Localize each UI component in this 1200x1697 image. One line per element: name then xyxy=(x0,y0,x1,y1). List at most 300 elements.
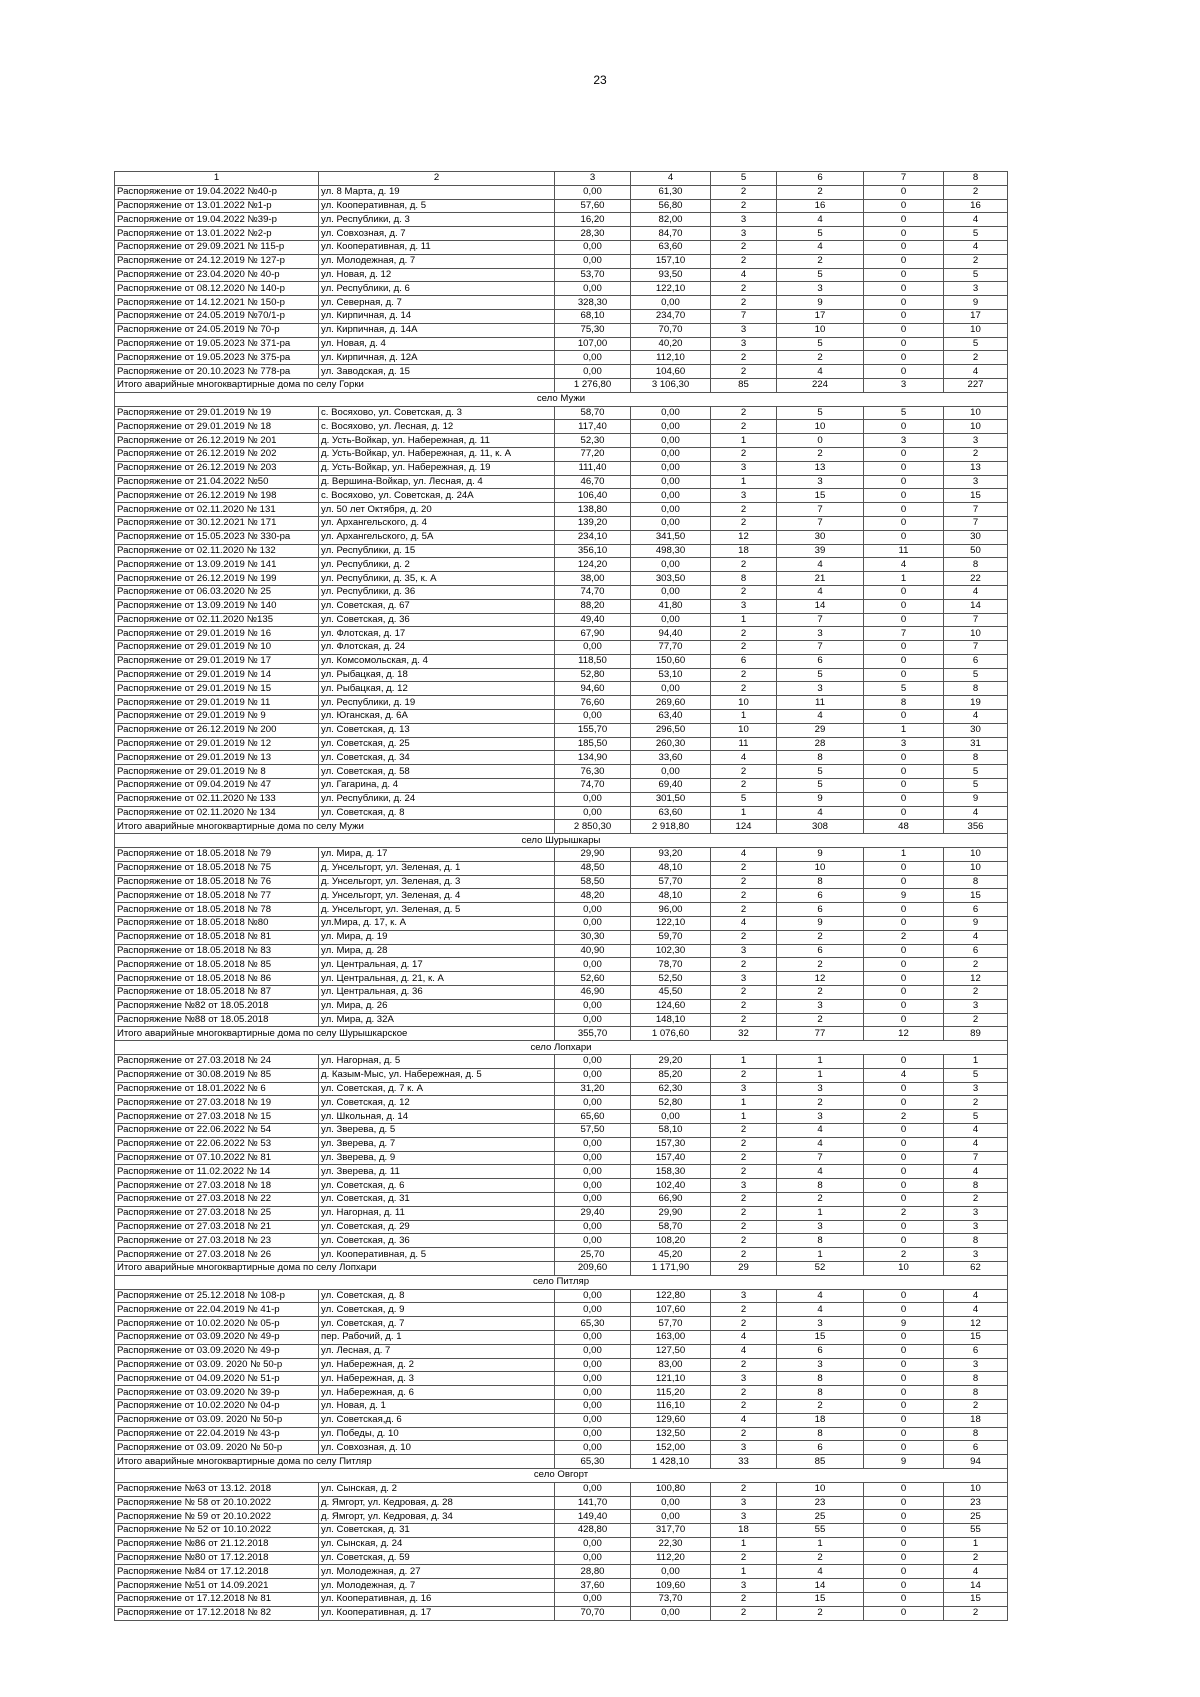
value-cell: 2 xyxy=(944,1096,1008,1110)
value-cell: 3 xyxy=(711,1289,777,1303)
order-cell: Распоряжение от 24.05.2019 № 70-р xyxy=(115,323,319,337)
order-cell: Распоряжение от 27.03.2018 № 21 xyxy=(115,1220,319,1234)
table-row xyxy=(115,1413,1008,1427)
value-cell: 6 xyxy=(777,654,864,668)
value-cell: 22 xyxy=(944,572,1008,586)
value-cell: 0 xyxy=(864,227,944,241)
table-row xyxy=(115,627,1008,641)
value-cell: 2 xyxy=(711,779,777,793)
address-cell: ул. Кооперативная, д. 11 xyxy=(319,240,555,254)
value-cell: 0 xyxy=(864,1510,944,1524)
value-cell: 45,50 xyxy=(631,986,711,1000)
order-cell: Распоряжение № 58 от 20.10.2022 xyxy=(115,1496,319,1510)
value-cell: 2 xyxy=(711,903,777,917)
value-cell: 2 xyxy=(944,1013,1008,1027)
value-cell: 0 xyxy=(864,917,944,931)
value-cell: 0 xyxy=(864,641,944,655)
value-cell: 260,30 xyxy=(631,737,711,751)
value-cell: 2 xyxy=(711,351,777,365)
total-value: 29 xyxy=(711,1261,777,1275)
value-cell: 8 xyxy=(777,1372,864,1386)
value-cell: 0,00 xyxy=(555,958,631,972)
table-row xyxy=(115,917,1008,931)
address-cell: д. Вершина-Войкар, ул. Лесная, д. 4 xyxy=(319,475,555,489)
value-cell: 116,10 xyxy=(631,1399,711,1413)
table-row xyxy=(115,1082,1008,1096)
total-value: 33 xyxy=(711,1455,777,1469)
value-cell: 0,00 xyxy=(555,1234,631,1248)
table-row xyxy=(115,475,1008,489)
value-cell: 15 xyxy=(777,1330,864,1344)
order-cell: Распоряжение от 08.12.2020 № 140-р xyxy=(115,282,319,296)
total-value: 9 xyxy=(864,1455,944,1469)
header-cell: 5 xyxy=(711,172,777,186)
value-cell: 5 xyxy=(777,765,864,779)
value-cell: 50 xyxy=(944,544,1008,558)
order-cell: Распоряжение №80 от 17.12.2018 xyxy=(115,1551,319,1565)
value-cell: 18 xyxy=(711,1524,777,1538)
value-cell: 7 xyxy=(777,641,864,655)
value-cell: 0,00 xyxy=(631,516,711,530)
value-cell: 12 xyxy=(944,1317,1008,1331)
value-cell: 2 xyxy=(711,503,777,517)
value-cell: 4 xyxy=(711,1330,777,1344)
address-cell: д. Усть-Войкар, ул. Набережная, д. 19 xyxy=(319,461,555,475)
table-row xyxy=(115,1096,1008,1110)
value-cell: 48,50 xyxy=(555,861,631,875)
address-cell: ул. Флотская, д. 17 xyxy=(319,627,555,641)
address-cell: ул. Северная, д. 7 xyxy=(319,296,555,310)
value-cell: 37,60 xyxy=(555,1579,631,1593)
value-cell: 0 xyxy=(864,447,944,461)
value-cell: 3 xyxy=(944,1220,1008,1234)
table-row xyxy=(115,1565,1008,1579)
value-cell: 14 xyxy=(777,599,864,613)
value-cell: 8 xyxy=(777,875,864,889)
value-cell: 8 xyxy=(777,1386,864,1400)
total-row xyxy=(115,1261,1008,1275)
value-cell: 0,00 xyxy=(555,185,631,199)
table-row xyxy=(115,337,1008,351)
value-cell: 3 xyxy=(711,1179,777,1193)
value-cell: 0 xyxy=(864,613,944,627)
value-cell: 0,00 xyxy=(631,434,711,448)
address-cell: ул. Советская, д. 67 xyxy=(319,599,555,613)
value-cell: 28 xyxy=(777,737,864,751)
order-cell: Распоряжение от 22.06.2022 № 53 xyxy=(115,1137,319,1151)
address-cell: ул. Рыбацкая, д. 18 xyxy=(319,668,555,682)
value-cell: 7 xyxy=(944,503,1008,517)
order-cell: Распоряжение от 03.09. 2020 № 50-р xyxy=(115,1358,319,1372)
value-cell: 6 xyxy=(944,654,1008,668)
order-cell: Распоряжение от 26.12.2019 № 202 xyxy=(115,447,319,461)
table-row xyxy=(115,1179,1008,1193)
value-cell: 4 xyxy=(944,710,1008,724)
value-cell: 2 xyxy=(711,420,777,434)
value-cell: 15 xyxy=(944,489,1008,503)
total-value: 77 xyxy=(777,1027,864,1041)
value-cell: 4 xyxy=(944,1565,1008,1579)
value-cell: 18 xyxy=(711,544,777,558)
order-cell: Распоряжение от 30.08.2019 № 85 xyxy=(115,1068,319,1082)
value-cell: 6 xyxy=(711,654,777,668)
value-cell: 0 xyxy=(864,806,944,820)
order-cell: Распоряжение от 18.05.2018 № 79 xyxy=(115,848,319,862)
total-value: 308 xyxy=(777,820,864,834)
value-cell: 0 xyxy=(864,1055,944,1069)
address-cell: ул. Зверева, д. 9 xyxy=(319,1151,555,1165)
value-cell: 0 xyxy=(864,489,944,503)
value-cell: 0,00 xyxy=(631,1110,711,1124)
address-cell: ул. Советская, д. 8 xyxy=(319,1289,555,1303)
address-cell: ул. Флотская, д. 24 xyxy=(319,641,555,655)
value-cell: 1 xyxy=(864,572,944,586)
value-cell: 0 xyxy=(864,1013,944,1027)
value-cell: 2 xyxy=(711,1137,777,1151)
order-cell: Распоряжение от 27.03.2018 № 24 xyxy=(115,1055,319,1069)
value-cell: 11 xyxy=(777,696,864,710)
table-row xyxy=(115,1317,1008,1331)
value-cell: 5 xyxy=(777,268,864,282)
value-cell: 2 xyxy=(711,254,777,268)
address-cell: ул. Советская, д. 25 xyxy=(319,737,555,751)
order-cell: Распоряжение от 18.05.2018 № 78 xyxy=(115,903,319,917)
value-cell: 2 xyxy=(711,1013,777,1027)
address-cell: с. Восяхово, ул. Советская, д. 24А xyxy=(319,489,555,503)
value-cell: 10 xyxy=(944,627,1008,641)
value-cell: 94,40 xyxy=(631,627,711,641)
table-row xyxy=(115,1441,1008,1455)
header-cell: 7 xyxy=(864,172,944,186)
order-cell: Распоряжение от 13.09.2019 № 141 xyxy=(115,558,319,572)
total-value: 2 850,30 xyxy=(555,820,631,834)
order-cell: Распоряжение от 30.12.2021 № 171 xyxy=(115,516,319,530)
value-cell: 3 xyxy=(711,337,777,351)
value-cell: 2 xyxy=(711,1068,777,1082)
value-cell: 0 xyxy=(864,710,944,724)
total-value: 94 xyxy=(944,1455,1008,1469)
address-cell: ул. Молодежная, д. 27 xyxy=(319,1565,555,1579)
value-cell: 74,70 xyxy=(555,585,631,599)
value-cell: 4 xyxy=(944,1165,1008,1179)
value-cell: 10 xyxy=(944,406,1008,420)
value-cell: 158,30 xyxy=(631,1165,711,1179)
table-row xyxy=(115,1344,1008,1358)
value-cell: 0 xyxy=(864,461,944,475)
value-cell: 2 xyxy=(711,1123,777,1137)
address-cell: ул. Советская, д. 13 xyxy=(319,723,555,737)
value-cell: 3 xyxy=(711,489,777,503)
value-cell: 45,20 xyxy=(631,1248,711,1262)
value-cell: 0 xyxy=(864,861,944,875)
value-cell: 3 xyxy=(711,213,777,227)
value-cell: 10 xyxy=(944,1482,1008,1496)
value-cell: 0 xyxy=(864,199,944,213)
value-cell: 0 xyxy=(864,365,944,379)
value-cell: 31,20 xyxy=(555,1082,631,1096)
value-cell: 0 xyxy=(864,530,944,544)
value-cell: 2 xyxy=(711,1165,777,1179)
order-cell: Распоряжение от 29.01.2019 № 17 xyxy=(115,654,319,668)
table-row xyxy=(115,668,1008,682)
value-cell: 10 xyxy=(777,323,864,337)
table-row xyxy=(115,503,1008,517)
value-cell: 82,00 xyxy=(631,213,711,227)
table-row xyxy=(115,944,1008,958)
value-cell: 234,70 xyxy=(631,309,711,323)
value-cell: 0,00 xyxy=(555,999,631,1013)
table-row xyxy=(115,530,1008,544)
value-cell: 0,00 xyxy=(555,1096,631,1110)
table-row xyxy=(115,958,1008,972)
value-cell: 0 xyxy=(864,1427,944,1441)
value-cell: 0 xyxy=(864,1179,944,1193)
value-cell: 0,00 xyxy=(555,710,631,724)
value-cell: 10 xyxy=(944,848,1008,862)
order-cell: Распоряжение от 10.02.2020 № 04-р xyxy=(115,1399,319,1413)
value-cell: 10 xyxy=(944,861,1008,875)
value-cell: 18 xyxy=(777,1413,864,1427)
table-row xyxy=(115,641,1008,655)
value-cell: 0 xyxy=(864,1551,944,1565)
value-cell: 4 xyxy=(777,806,864,820)
value-cell: 12 xyxy=(777,972,864,986)
value-cell: 2 xyxy=(711,875,777,889)
value-cell: 96,00 xyxy=(631,903,711,917)
table-row xyxy=(115,461,1008,475)
value-cell: 2 xyxy=(711,240,777,254)
value-cell: 1 xyxy=(777,1068,864,1082)
value-cell: 3 xyxy=(777,627,864,641)
value-cell: 3 xyxy=(711,227,777,241)
value-cell: 0,00 xyxy=(555,1386,631,1400)
value-cell: 157,40 xyxy=(631,1151,711,1165)
value-cell: 29 xyxy=(777,723,864,737)
value-cell: 10 xyxy=(777,420,864,434)
value-cell: 38,00 xyxy=(555,572,631,586)
value-cell: 4 xyxy=(711,848,777,862)
value-cell: 29,90 xyxy=(555,848,631,862)
address-cell: ул. Сынская, д. 24 xyxy=(319,1537,555,1551)
table-row xyxy=(115,1192,1008,1206)
address-cell: ул. Кирпичная, д. 14 xyxy=(319,309,555,323)
value-cell: 0 xyxy=(864,1413,944,1427)
table-row xyxy=(115,930,1008,944)
address-cell: ул. Центральная, д. 17 xyxy=(319,958,555,972)
value-cell: 2 xyxy=(777,930,864,944)
value-cell: 0,00 xyxy=(631,461,711,475)
value-cell: 0 xyxy=(864,1096,944,1110)
value-cell: 8 xyxy=(944,1427,1008,1441)
table-row xyxy=(115,296,1008,310)
total-value: 3 xyxy=(864,378,944,392)
order-cell: Распоряжение от 03.09. 2020 № 50-р xyxy=(115,1413,319,1427)
value-cell: 0,00 xyxy=(631,613,711,627)
value-cell: 5 xyxy=(944,668,1008,682)
value-cell: 4 xyxy=(944,365,1008,379)
value-cell: 33,60 xyxy=(631,751,711,765)
total-value: 2 918,80 xyxy=(631,820,711,834)
value-cell: 14 xyxy=(944,599,1008,613)
order-cell: Распоряжение от 25.12.2018 № 108-р xyxy=(115,1289,319,1303)
value-cell: 6 xyxy=(944,903,1008,917)
order-cell: Распоряжение от 06.03.2020 № 25 xyxy=(115,585,319,599)
value-cell: 0 xyxy=(864,1289,944,1303)
table-row xyxy=(115,792,1008,806)
address-cell: ул. Совхозная, д. 7 xyxy=(319,227,555,241)
value-cell: 0,00 xyxy=(555,1137,631,1151)
address-cell: ул. Кооперативная, д. 5 xyxy=(319,199,555,213)
value-cell: 0 xyxy=(864,1579,944,1593)
value-cell: 0,00 xyxy=(555,1551,631,1565)
value-cell: 0,00 xyxy=(631,1510,711,1524)
order-cell: Распоряжение от 14.12.2021 № 150-р xyxy=(115,296,319,310)
value-cell: 2 xyxy=(711,1248,777,1262)
value-cell: 4 xyxy=(777,1137,864,1151)
value-cell: 6 xyxy=(777,944,864,958)
order-cell: Распоряжение от 03.09.2020 № 49-р xyxy=(115,1344,319,1358)
value-cell: 2 xyxy=(777,1399,864,1413)
value-cell: 2 xyxy=(711,185,777,199)
value-cell: 8 xyxy=(711,572,777,586)
value-cell: 30 xyxy=(777,530,864,544)
order-cell: Распоряжение от 19.04.2022 №39-р xyxy=(115,213,319,227)
value-cell: 3 xyxy=(944,1082,1008,1096)
address-cell: ул. Набережная, д. 2 xyxy=(319,1358,555,1372)
value-cell: 65,60 xyxy=(555,1110,631,1124)
value-cell: 0,00 xyxy=(631,682,711,696)
address-cell: ул. Молодежная, д. 7 xyxy=(319,254,555,268)
value-cell: 2 xyxy=(864,930,944,944)
address-cell: ул. Лесная, д. 7 xyxy=(319,1344,555,1358)
order-cell: Распоряжение от 29.01.2019 № 9 xyxy=(115,710,319,724)
total-row xyxy=(115,378,1008,392)
value-cell: 0,00 xyxy=(631,503,711,517)
value-cell: 52,30 xyxy=(555,434,631,448)
value-cell: 102,40 xyxy=(631,1179,711,1193)
table-row xyxy=(115,1524,1008,1538)
value-cell: 46,70 xyxy=(555,475,631,489)
table-row xyxy=(115,489,1008,503)
value-cell: 0 xyxy=(864,213,944,227)
value-cell: 52,80 xyxy=(631,1096,711,1110)
order-cell: Распоряжение №88 от 18.05.2018 xyxy=(115,1013,319,1027)
value-cell: 185,50 xyxy=(555,737,631,751)
value-cell: 118,50 xyxy=(555,654,631,668)
value-cell: 31 xyxy=(944,737,1008,751)
value-cell: 1 xyxy=(777,1537,864,1551)
table-row xyxy=(115,999,1008,1013)
table-row xyxy=(115,1055,1008,1069)
value-cell: 3 xyxy=(777,282,864,296)
value-cell: 122,10 xyxy=(631,917,711,931)
order-cell: Распоряжение от 22.06.2022 № 54 xyxy=(115,1123,319,1137)
address-cell: ул. Мира, д. 32А xyxy=(319,1013,555,1027)
table-row xyxy=(115,1220,1008,1234)
value-cell: 23 xyxy=(777,1496,864,1510)
value-cell: 7 xyxy=(777,1151,864,1165)
value-cell: 2 xyxy=(711,1317,777,1331)
address-cell: ул. Мира, д. 19 xyxy=(319,930,555,944)
order-cell: Распоряжение от 26.12.2019 № 199 xyxy=(115,572,319,586)
value-cell: 2 xyxy=(777,1192,864,1206)
header-cell: 4 xyxy=(631,172,711,186)
value-cell: 1 xyxy=(944,1055,1008,1069)
order-cell: Распоряжение от 18.05.2018 № 87 xyxy=(115,986,319,1000)
value-cell: 0 xyxy=(864,420,944,434)
value-cell: 129,60 xyxy=(631,1413,711,1427)
total-value: 1 428,10 xyxy=(631,1455,711,1469)
value-cell: 13 xyxy=(777,461,864,475)
order-cell: Распоряжение от 18.01.2022 № 6 xyxy=(115,1082,319,1096)
value-cell: 10 xyxy=(711,723,777,737)
section-header-row xyxy=(115,1041,1008,1055)
address-cell: ул. Мира, д. 26 xyxy=(319,999,555,1013)
value-cell: 6 xyxy=(777,903,864,917)
value-cell: 8 xyxy=(777,1427,864,1441)
value-cell: 0 xyxy=(864,1192,944,1206)
table-row xyxy=(115,710,1008,724)
value-cell: 70,70 xyxy=(555,1606,631,1620)
value-cell: 111,40 xyxy=(555,461,631,475)
value-cell: 1 xyxy=(711,475,777,489)
value-cell: 1 xyxy=(944,1537,1008,1551)
value-cell: 2 xyxy=(711,296,777,310)
value-cell: 25 xyxy=(944,1510,1008,1524)
section-title: село Шурышкары xyxy=(115,834,1008,848)
value-cell: 0 xyxy=(864,309,944,323)
table-row xyxy=(115,613,1008,627)
address-cell: с. Восяхово, ул. Советская, д. 3 xyxy=(319,406,555,420)
value-cell: 0 xyxy=(864,944,944,958)
value-cell: 9 xyxy=(777,296,864,310)
value-cell: 0,00 xyxy=(555,917,631,931)
value-cell: 4 xyxy=(777,365,864,379)
value-cell: 122,10 xyxy=(631,282,711,296)
address-cell: ул. Советская, д. 8 xyxy=(319,806,555,820)
total-value: 1 276,80 xyxy=(555,378,631,392)
section-header-row xyxy=(115,1468,1008,1482)
order-cell: Распоряжение от 18.05.2018 № 75 xyxy=(115,861,319,875)
table-row xyxy=(115,1482,1008,1496)
table-row xyxy=(115,986,1008,1000)
value-cell: 0,00 xyxy=(555,1372,631,1386)
value-cell: 57,60 xyxy=(555,199,631,213)
value-cell: 0 xyxy=(864,337,944,351)
value-cell: 21 xyxy=(777,572,864,586)
value-cell: 341,50 xyxy=(631,530,711,544)
total-label: Итого аварийные многоквартирные дома по селу Питляр xyxy=(115,1455,555,1469)
value-cell: 0 xyxy=(864,296,944,310)
value-cell: 0,00 xyxy=(555,365,631,379)
value-cell: 0,00 xyxy=(631,1606,711,1620)
value-cell: 40,90 xyxy=(555,944,631,958)
value-cell: 10 xyxy=(777,1482,864,1496)
value-cell: 68,10 xyxy=(555,309,631,323)
address-cell: ул. Советская, д. 7 xyxy=(319,1317,555,1331)
value-cell: 7 xyxy=(944,613,1008,627)
address-cell: д. Ямгорт, ул. Кедровая, д. 34 xyxy=(319,1510,555,1524)
value-cell: 1 xyxy=(711,1110,777,1124)
value-cell: 0 xyxy=(864,779,944,793)
value-cell: 10 xyxy=(777,861,864,875)
order-cell: Распоряжение от 07.10.2022 № 81 xyxy=(115,1151,319,1165)
total-value: 209,60 xyxy=(555,1261,631,1275)
value-cell: 5 xyxy=(777,668,864,682)
value-cell: 4 xyxy=(777,1165,864,1179)
table-row xyxy=(115,351,1008,365)
value-cell: 428,80 xyxy=(555,1524,631,1538)
